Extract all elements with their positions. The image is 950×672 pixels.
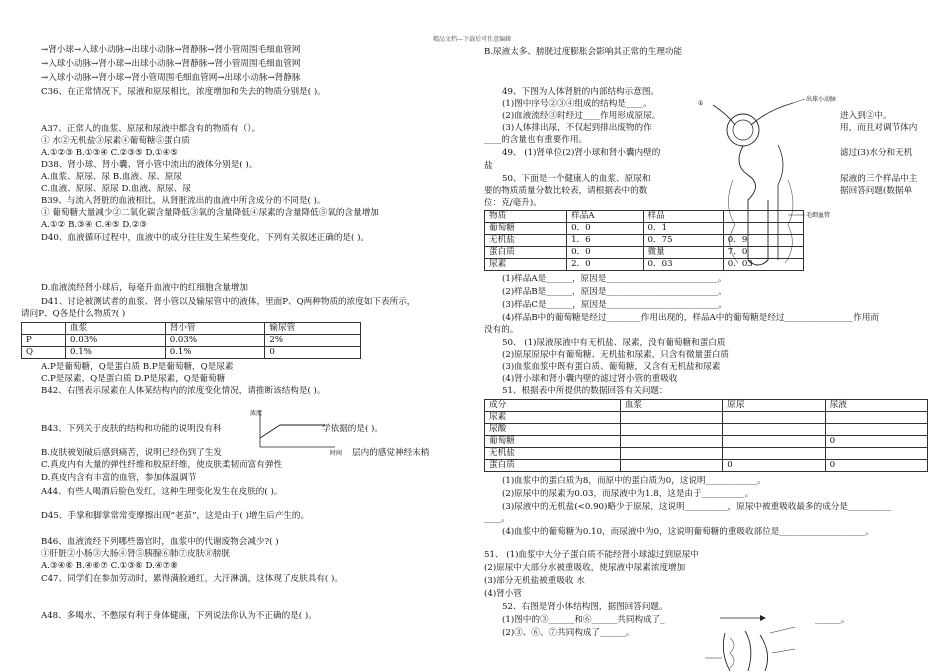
table-51-row: [485, 448, 928, 460]
graph-x-label: 时间: [330, 450, 343, 457]
table-50-cell: 蛋白质: [485, 247, 567, 259]
table-50-row: [485, 211, 804, 223]
question-40-option-d: D.血液流经肾小球后，每毫升血液中的红细胞含量增加: [41, 283, 248, 293]
table-51-cell: 尿素: [485, 412, 621, 424]
answer-49: 49、 (1)肾单位(2)肾小球和肾小囊内壁的: [502, 148, 661, 158]
table-50-cell: 样品A: [567, 211, 643, 223]
answer-50-4: (4)肾小球和肾小囊内壁的滤过肾小管的重吸收: [502, 374, 678, 384]
table-41-cell: [22, 323, 66, 335]
question-42: B42、右图表示尿素在人体某结构内的浓度变化情况，请推断该结构是( )。: [41, 386, 326, 396]
question-39-options: A.①② B.③④ C.④⑤ D.②③: [41, 220, 148, 230]
route-option-b: →入球小动脉→肾小球→出球小动脉→肾静脉→肾小管周围毛细血管网: [41, 59, 301, 69]
question-41-options-2: C.P是尿素，Q是蛋白质 D.P是尿素，Q是葡萄糖: [41, 374, 226, 384]
table-41-cell: P: [22, 335, 66, 347]
right-top-option: B.尿液太多、膀胱过度膨胀会影响其正常的生理功能: [484, 47, 683, 57]
question-50-1: (1)样品A是______，原因是__________________________。: [502, 274, 727, 284]
route-option-a: →肾小球→入球小动脉→出球小动脉→肾静脉→肾小管周围毛细血管网: [41, 45, 301, 55]
question-37: A37、正常人的血浆、原尿和尿液中都含有的物质有（）。: [41, 124, 261, 134]
question-37-items: ① 水②无机盐③尿素④葡萄糖⑤蛋白质: [41, 136, 190, 146]
table-51-cell: [723, 424, 825, 436]
table-50-cell: [723, 223, 803, 235]
table-50-cell: 葡萄糖: [485, 223, 567, 235]
table-50-row: [485, 259, 804, 271]
question-49-1: (1)图中序号②③④组成的结构是____。: [502, 99, 652, 109]
table-50-cell: 7．0: [723, 247, 803, 259]
table-50-row: [485, 247, 804, 259]
table-50-row: [485, 223, 804, 235]
question-51-4: (4)血浆中的葡萄糖为0.10，而尿液中为0，这说明葡萄糖的重吸收部位是____________________。: [502, 527, 874, 537]
table-41-cell: 2%: [265, 335, 361, 347]
question-51-3-cont: ____。: [484, 514, 510, 524]
question-45: D45、手掌和脚掌常常变摩擦出现“老茧”，这是由于( )增生后产生的。: [41, 511, 310, 521]
table-51-cell: 蛋白质: [485, 460, 621, 472]
table-51-row: [485, 460, 928, 472]
answer-50-2: (2)原尿原尿中有葡萄糖、无机盐和尿素，只含有微量蛋白质: [502, 350, 730, 360]
question-50-2: (2)样品B是______，原因是__________________________。: [502, 287, 727, 297]
table-41-cell: 0.1%: [165, 347, 265, 359]
table-51-cell: [620, 448, 722, 460]
question-49-3-end: ____的含量也有重要作用。: [484, 135, 588, 145]
question-50: 50、下面是一个健康人的血浆、原尿和: [502, 174, 651, 184]
table-41: [21, 322, 361, 359]
question-49-3-cont: 用，而且对调节体内: [840, 123, 918, 133]
question-50-line2: 要的物质质量分数比较表，请根据表中的数: [484, 186, 648, 196]
table-50-cell: 微量: [643, 247, 723, 259]
table-51-cell: 成分: [485, 400, 621, 412]
renal-corpuscle-diagram: [700, 613, 800, 672]
table-50-cell: 0．03: [723, 259, 803, 271]
table-41-cell: Q: [22, 347, 66, 359]
question-52-2: (2)③、⑥、⑦共同构成了______。: [502, 628, 635, 638]
table-51-row: [485, 424, 928, 436]
question-44: A44、有些人喝酒后脸色发红，这种生理变化发生在皮肤的( )。: [41, 487, 283, 497]
table-41-cell: 0.03%: [66, 335, 166, 347]
table-51-cell: [825, 424, 927, 436]
question-51-2: (2)原尿中的尿素为0.03，而尿液中为1.8，这是由于__________。: [502, 489, 754, 499]
table-51-cell: 无机盐: [485, 448, 621, 460]
question-50-line2-cont: 据回答问题(数据单: [840, 186, 913, 196]
table-41-cell: 0: [265, 347, 361, 359]
question-43-option-b-cont: 层内的感觉神经末梢: [352, 448, 430, 458]
question-39-items: ① 葡萄糖大量减少②二氧化碳含量降低③氧的含量降低④尿素的含量降低⑤氧的含量增加: [41, 208, 379, 218]
table-51-cell: 血浆: [620, 400, 722, 412]
question-50-cont: 尿液的三个样品中主: [840, 174, 918, 184]
route-option-c: →入球小动脉→肾小球→肾小管周围毛细血管网→出球小动脉→肾静脉: [41, 73, 301, 83]
table-51-cell: 0: [825, 436, 927, 448]
graph-y-label: 浓度: [250, 410, 263, 417]
question-46-items: ①肝脏②小肠③大肠④肾⑤胰腺⑥肺⑦皮肤⑧膀胱: [41, 549, 231, 559]
question-49: 49、下图为人体肾脏的内部结构示意图。: [502, 87, 660, 97]
answer-51-3: (3)部分无机盐被重吸收 水: [484, 576, 585, 586]
table-51-cell: 0: [723, 460, 825, 472]
table-51-cell: [723, 412, 825, 424]
question-36: C36、在正常情况下，尿液和原尿相比，浓度增加和失去的物质分别是( )。: [41, 87, 326, 97]
question-49-3: (3)人体排出尿，不仅起到排出废物的作: [502, 123, 652, 133]
table-51-cell: [620, 424, 722, 436]
table-50-cell: 0．0: [567, 223, 643, 235]
table-50-cell: 0．1: [643, 223, 723, 235]
label-efferent-arteriole: 出球小动脉: [806, 96, 837, 103]
table-51-row: [485, 412, 928, 424]
table-50-cell: 物质: [485, 211, 567, 223]
question-38-options-2: C.血液、原尿、原尿 D.血液、原尿、尿: [41, 184, 191, 194]
question-50-unit: 位：克/毫升)。: [484, 198, 542, 208]
question-41-options-1: A.P是葡萄糖，Q是蛋白质 B.P是葡萄糖，Q是尿素: [41, 362, 234, 372]
table-51-row: [485, 400, 928, 412]
answer-50-3: (3)血浆血浆中既有蛋白质、葡萄糖，又含有无机盐和尿素: [502, 362, 721, 372]
question-41-cont: 请问P、Q各是什么物质?( ): [21, 309, 126, 319]
table-51: [484, 399, 928, 472]
table-51-cell: [723, 448, 825, 460]
question-46-options: A.③④⑥ B.④⑥⑦ C.①③⑥ D.④⑦⑧: [41, 561, 178, 571]
table-51-cell: [825, 448, 927, 460]
table-50-cell: 0．9: [723, 235, 803, 247]
label-circle-1: ①: [698, 100, 704, 107]
question-40: D40、血液循环过程中，血液中的成分往往发生某些变化，下列有关叙述正确的是( )。: [41, 233, 370, 243]
table-51-cell: 葡萄糖: [485, 436, 621, 448]
question-43-option-d: D.真皮内含有丰富的血管，参加体温调节: [41, 473, 197, 483]
question-51-1: (1)血浆中的蛋白质为8，而原中的蛋白质为0，这说明____________。: [502, 476, 766, 486]
question-43-option-c: C.真皮内有大量的弹性纤维和胶原纤维，使皮肤柔韧而富有弹性: [41, 460, 283, 470]
table-51-cell: 原尿: [723, 400, 825, 412]
answer-51-2: (2)原尿中大部分水被重吸收，使尿液中尿素浓度增加: [484, 563, 686, 573]
question-48: A48、多喝水、不憋尿有利于身体健康，下列说法你认为不正确的是( )。: [41, 611, 317, 621]
question-39: B39、与流入肾脏的血液相比，从肾脏流出的血液中所含成分的不同是( )。: [41, 196, 326, 206]
question-38-options-1: A.血浆、原尿、尿 B.血液、尿、原尿: [41, 172, 183, 182]
table-41-row: [22, 323, 361, 335]
question-43-option-b: B.皮肤被划破后感到痛苦，说明已经伤到了生发: [41, 448, 222, 458]
question-47: C47、同学们在参加劳动时，累得满脸通红，大汗淋漓，这体现了皮肤具有( )。: [41, 574, 343, 584]
question-38: D38、肾小球、肾小囊、肾小管中流出的液体分别是( )。: [41, 160, 258, 170]
table-51-cell: [825, 412, 927, 424]
page-header: 精品文档---下载后可任意编辑: [433, 36, 512, 43]
table-50-cell: 0．0: [567, 247, 643, 259]
question-37-options: A.①②③ B.①③④ C.②③⑤ D.①④⑤: [41, 148, 178, 158]
question-43-cont: 学依据的是( )。: [322, 424, 383, 434]
question-51: 51、根据表中所提供的数据回答有关问题：: [502, 386, 668, 396]
question-50-3: (3)样品C是______，原因是__________________________。: [502, 300, 727, 310]
question-41: D41、讨论被测试者的血浆、肾小管以及输尿管中的液体，里面P、Q两种物质的浓度如下表所示，: [41, 297, 416, 307]
table-50-cell: 样品: [643, 211, 723, 223]
answer-51-4: (4)肾小管: [484, 589, 522, 599]
table-51-row: [485, 436, 928, 448]
answer-50-1: 50、 (1)尿液尿液中有无机盐、尿素，没有葡萄糖和蛋白质: [502, 338, 726, 348]
table-41-cell: 肾小管: [165, 323, 265, 335]
question-51-3: (3)尿液中的无机盐(<0.90)略少于原尿，这说明__________，原尿中被重吸收最多的成分是__________: [502, 502, 891, 512]
table-51-cell: [723, 436, 825, 448]
question-43: B43、下列关于皮肤的结构和功能的说明没有科: [41, 424, 222, 434]
answer-49-end: 盐: [484, 161, 493, 171]
answer-51-1: 51、 (1)血浆中大分子蛋白质不能经肾小球滤过到原尿中: [484, 550, 699, 560]
table-51-cell: [620, 460, 722, 472]
question-52-1-cont: ______。: [815, 615, 850, 625]
table-50-cell: 0．75: [643, 235, 723, 247]
table-51-cell: [620, 436, 722, 448]
table-41-cell: 输尿管: [265, 323, 361, 335]
table-50: [484, 210, 804, 271]
table-50-cell: 1．6: [567, 235, 643, 247]
question-52-1: (1)图中的③______和⑥______共同构成了_: [502, 615, 665, 625]
table-51-cell: 尿酸: [485, 424, 621, 436]
table-50-cell: 0．03: [643, 259, 723, 271]
question-52: 52、右图是肾小体结构图，据图回答问题。: [502, 602, 668, 612]
question-50-4: (4)样品B中的葡萄糖是经过________作用出现的，样品A中的葡萄糖是经过________________作用而: [502, 313, 880, 323]
table-51-cell: [620, 412, 722, 424]
table-50-cell: [723, 211, 803, 223]
table-50-row: [485, 235, 804, 247]
table-51-cell: 尿液: [825, 400, 927, 412]
table-50-cell: 尿素: [485, 259, 567, 271]
table-41-row: [22, 335, 361, 347]
label-capillary: 毛细血管: [806, 212, 831, 219]
answer-49-cont: 滤过(3)水分和无机: [840, 148, 913, 158]
table-41-cell: 0.03%: [165, 335, 265, 347]
question-49-2-cont: 进入到②中。: [840, 111, 892, 121]
table-51-cell: 0: [825, 460, 927, 472]
table-50-cell: 无机盐: [485, 235, 567, 247]
question-50-4-cont: 没有的。: [484, 325, 519, 335]
table-50-cell: 2．0: [567, 259, 643, 271]
question-49-2: (2)血液流经③时经过____作用形成原尿。: [502, 111, 661, 121]
table-41-row: [22, 347, 361, 359]
table-41-cell: 血浆: [66, 323, 166, 335]
question-46: B46、血液流经下列哪些器官时，血浆中的代谢废物会减少?( ): [41, 537, 279, 547]
table-41-cell: 0.1%: [66, 347, 166, 359]
